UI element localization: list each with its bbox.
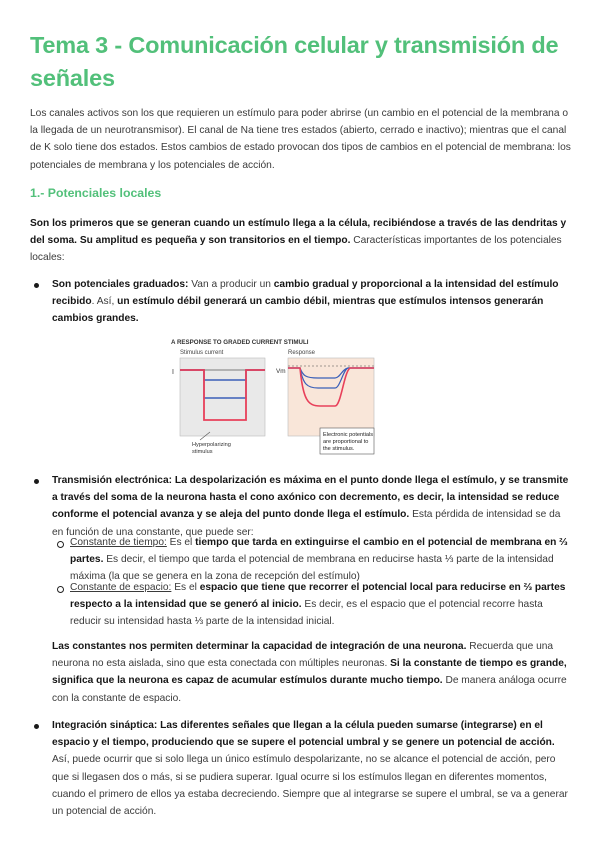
current-axis-label: I xyxy=(172,369,174,376)
figure-note-3: the stimulus. xyxy=(323,446,355,452)
time-constant-text: Es el xyxy=(166,537,196,548)
bullet-graded-label: Son potenciales graduados: xyxy=(52,279,189,290)
time-constant-bold: tiempo que tarda en extinguirse el cambio en el potencial de membrana en ⅔ partes. xyxy=(70,537,568,566)
hyper-label-2: stimulus xyxy=(192,449,213,455)
bullet-transmission xyxy=(52,472,574,541)
voltage-axis-label: Vm xyxy=(276,368,286,375)
bullet-graded-text: Van a producir un xyxy=(188,279,274,290)
bullet-dot xyxy=(34,283,39,288)
sub-bullet-circle xyxy=(57,541,64,548)
figure-header: A RESPONSE TO GRADED CURRENT STIMULI xyxy=(171,339,309,346)
constants-bold-2: Si la constante de tiempo es grande, significa que la neurona es capaz de acumular estímulos durante mucho tiempo. xyxy=(52,658,567,687)
space-constant-text: Es el xyxy=(171,582,200,593)
constants-bold: Las constantes nos permiten determinar la capacidad de integración de una neurona. xyxy=(52,641,467,652)
space-constant-text-2: Es decir, es el espacio que el potencial recorre hasta reducir su intensidad hasta ⅓ parte de la intensidad inicial. xyxy=(70,599,543,628)
lead-rest: Características importantes de los potenciales locales: xyxy=(30,235,562,264)
constants-text-2: De manera análoga ocurre con la constante de espacio. xyxy=(52,675,567,704)
figure-svg xyxy=(170,336,378,460)
bullet-graded-bold-2: un estímulo débil generará un cambio débil, mientras que estímulos intensos generarán cambios grandes. xyxy=(52,296,544,325)
sub-space-constant xyxy=(70,579,575,631)
bullet-integration-text: Así, puede ocurrir que si solo llega un único estímulo despolarizante, no se alcance el potencial de acción, pero que si llegasen dos o más, si se pudiera superar. Igual ocurre si los estímulos llegan en diferentes momentos, cuando el primero de ellos ya estaba decreciendo. Siempre que al integrarse se supere el umbral, se va a generar un potencial de acción. xyxy=(52,754,568,818)
intro-paragraph: Los canales activos son los que requieren un estímulo para poder abrirse (un cambio en el potencial de la membrana o la llegada de un neurotransmisor). El canal de Na tiene tres estados (abierto, cerrado e inactivo); mientras que el canal de K solo tiene dos estados. Estos cambios de estado provocan dos tipos de cambios en el potencial de membrana: los potenciales de membrana y los potenciales de acción. xyxy=(30,108,571,171)
section-heading: 1.- Potenciales locales xyxy=(30,186,162,200)
hyper-label-1: Hyperpolarizing xyxy=(192,442,231,448)
bullet-integration-bold: Integración sináptica: Las diferentes señales que llegan a la célula pueden sumarse (integrarse) en el espacio y el tiempo, produciendo que se supere el potencial umbral y se genere un potencial de acción. xyxy=(52,720,555,749)
constants-text: Recuerda que una neurona no esta aislada, sino que esta conectada con múltiples neuronas. xyxy=(52,641,554,670)
lead-bold: Son los primeros que se generan cuando un estímulo llega a la célula, recibiéndose a través de las dendritas y del soma. Su amplitud es pequeña y son transitorios en el tiempo. xyxy=(30,218,567,247)
bullet-graded-text-2: . Así, xyxy=(91,296,118,308)
sub-time-constant xyxy=(70,534,575,586)
figure-left-title: Stimulus current xyxy=(180,350,224,356)
figure-note-1: Electronic potentials xyxy=(323,432,374,438)
figure-right-title: Response xyxy=(288,350,316,356)
bullet-integration xyxy=(52,717,574,820)
graded-response-figure xyxy=(170,336,378,460)
sub-bullet-circle xyxy=(57,586,64,593)
bullet-graded-bold: cambio gradual y proporcional a la intensidad del estímulo recibido xyxy=(52,279,559,308)
time-constant-label: Constante de tiempo: xyxy=(70,537,167,548)
space-constant-label: Constante de espacio: xyxy=(70,582,172,593)
space-constant-bold: espacio que tiene que recorrer el potencial local para reducirse en ⅔ partes respecto a la intensidad que se generó al inicio. xyxy=(70,582,566,611)
bullet-transmission-bold: Transmisión electrónica: La despolarización es máxima en el punto donde llega el estímulo, y se transmite a través del soma de la neurona hasta el cono axónico con decremento, es decir, la intensidad se reduce conforme el potencial avanza y se aleja del punto donde llega el estímulo. xyxy=(52,475,569,521)
constants-paragraph xyxy=(52,638,574,707)
time-constant-text-2: Es decir, el tiempo que tarda el potencial de membrana en reducirse hasta ⅓ parte de la intensidad máxima (la que se genera en la zona de recepción del estímulo) xyxy=(70,554,554,583)
bullet-dot xyxy=(34,479,39,484)
page-title: Tema 3 - Comunicación celular y transmisión de señales xyxy=(30,32,559,91)
bullet-transmission-text: Esta pérdida de intensidad se da en función de una constante, que puede ser: xyxy=(52,509,561,538)
bullet-graded xyxy=(52,276,574,328)
bullet-dot xyxy=(34,724,39,729)
figure-note-2: are proportional to xyxy=(323,439,369,445)
section-lead xyxy=(30,215,575,267)
